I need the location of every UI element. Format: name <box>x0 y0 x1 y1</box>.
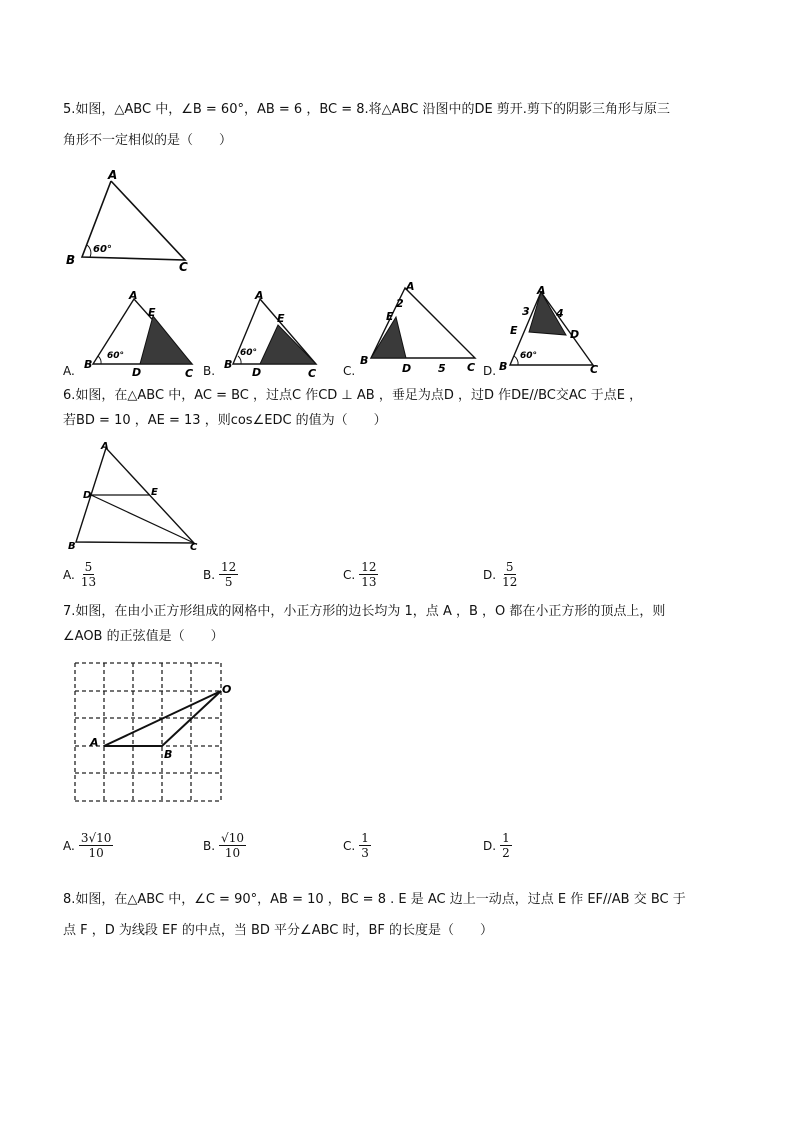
optC-label-E: E <box>386 310 394 323</box>
q7-option-A-label: A. <box>63 838 75 853</box>
optA-label-C: C <box>185 367 194 378</box>
q7-label-A: A <box>90 736 99 749</box>
q6-option-B-fraction: $\frac{12}{5}$ <box>221 560 237 589</box>
optC-label-D: D <box>402 362 412 375</box>
q7-option-B[interactable] <box>203 831 246 860</box>
q6-label-B: B <box>68 541 76 552</box>
optB-label-A: A <box>255 289 264 302</box>
optB-label-C: C <box>308 367 317 378</box>
q5-stem-line2: 角形不一定相似的是（ ） <box>63 133 233 148</box>
q7-option-D[interactable] <box>483 831 512 860</box>
q7-option-C[interactable] <box>343 831 371 860</box>
q7-stem-line2: ∠AOB 的正弦值是（ ） <box>63 629 224 644</box>
optD-label-D: D <box>570 328 580 341</box>
q6-option-B[interactable] <box>203 560 238 589</box>
optD-angle: 60° <box>520 351 538 361</box>
q7-stem-line1: 7.如图，在由小正方形组成的网格中，小正方形的边长均为 1，点 A ，B ，O 都在小正方形的顶点上，则 <box>63 604 666 619</box>
q7-option-D-fraction: $\frac{1}{2}$ <box>502 831 510 860</box>
optB-label-D: D <box>252 366 262 378</box>
q7-option-C-fraction: $\frac{1}{3}$ <box>361 831 369 860</box>
optA-label-E: E <box>148 306 156 319</box>
q6-option-C-fraction: $\frac{12}{13}$ <box>361 560 377 589</box>
q7-option-A-fraction: $\frac{3√10}{10}$ <box>80 831 112 860</box>
optD-label-C: C <box>590 363 599 376</box>
optC-label-A: A <box>406 280 415 293</box>
q6-stem-line2: 若BD = 10 ，AE = 13 ，则cos∠EDC 的值为（ ） <box>63 413 387 428</box>
q5-option-A-label[interactable]: A. <box>63 364 75 378</box>
q5-stem-line1: 5.如图，△ABC 中，∠B = 60°，AB = 6 ，BC = 8.将△ABC 沿图中的DE 剪开.剪下的阴影三角形与原三 <box>63 102 670 117</box>
q5-option-B-label[interactable]: B. <box>203 364 216 378</box>
q6-figure <box>62 440 212 555</box>
q8-stem-line2: 点 F ，D 为线段 EF 的中点，当 BD 平分∠ABC 时，BF 的长度是（ ） <box>63 923 494 938</box>
optB-label-B: B <box>224 358 233 371</box>
q5-option-A-figure[interactable] <box>82 288 197 378</box>
q6-option-A-fraction: $\frac{5}{13}$ <box>80 560 97 589</box>
q5-main-label-A: A <box>108 168 118 182</box>
q6-label-D: D <box>83 490 92 501</box>
optA-label-A: A <box>129 289 138 302</box>
q7-grid-figure <box>66 655 236 810</box>
optA-label-D: D <box>132 366 142 378</box>
optD-label-B: B <box>499 360 508 373</box>
q6-stem-line1: 6.如图，在△ABC 中，AC = BC ，过点C 作CD ⊥ AB ，垂足为点D ，过D 作DE//BC交AC 于点E ， <box>63 388 643 403</box>
q5-main-angle: 60° <box>93 244 112 255</box>
q7-label-B: B <box>164 748 173 761</box>
q7-option-C-label: C. <box>343 838 356 853</box>
q6-option-D-fraction: $\frac{5}{12}$ <box>502 560 518 589</box>
optD-label-E: E <box>510 324 518 337</box>
q7-option-D-label: D. <box>483 838 497 853</box>
q6-label-C: C <box>190 542 198 553</box>
optC-num-2: 2 <box>396 297 404 310</box>
optD-num-3: 3 <box>522 305 530 318</box>
q5-option-C-figure[interactable] <box>358 280 488 375</box>
q6-label-E: E <box>151 487 158 498</box>
optC-label-B: B <box>360 354 369 367</box>
q5-main-label-B: B <box>66 253 76 267</box>
q5-option-C-label[interactable]: C. <box>343 364 356 378</box>
optD-label-A: A <box>537 284 546 297</box>
q6-option-D[interactable] <box>483 560 519 589</box>
q7-option-B-fraction: $\frac{√10}{10}$ <box>221 831 244 860</box>
q7-option-A[interactable] <box>63 831 113 860</box>
optB-label-E: E <box>277 312 285 325</box>
optA-label-B: B <box>84 358 93 371</box>
q6-label-A: A <box>101 441 109 452</box>
q5-main-label-C: C <box>179 260 188 274</box>
q5-option-D-label[interactable]: D. <box>483 364 497 378</box>
q5-option-B-figure[interactable] <box>222 288 332 378</box>
q6-option-C[interactable] <box>343 560 378 589</box>
q5-option-D-figure[interactable] <box>496 282 611 377</box>
optD-num-4: 4 <box>556 307 564 320</box>
q6-option-A[interactable] <box>63 560 98 589</box>
q6-option-C-label: C. <box>343 567 356 582</box>
optC-label-C: C <box>467 361 476 374</box>
optC-num-5: 5 <box>438 362 446 375</box>
q6-option-B-label: B. <box>203 567 216 582</box>
q5-main-figure <box>60 165 200 275</box>
optA-angle: 60° <box>107 351 125 361</box>
q7-label-O: O <box>222 683 232 696</box>
q6-option-A-label: A. <box>63 567 75 582</box>
q8-stem-line1: 8.如图，在△ABC 中，∠C = 90°，AB = 10 ，BC = 8 . E 是 AC 边上一动点，过点 E 作 EF//AB 交 BC 于 <box>63 892 686 907</box>
q6-option-D-label: D. <box>483 567 497 582</box>
optB-angle: 60° <box>240 348 258 358</box>
q7-option-B-label: B. <box>203 838 216 853</box>
